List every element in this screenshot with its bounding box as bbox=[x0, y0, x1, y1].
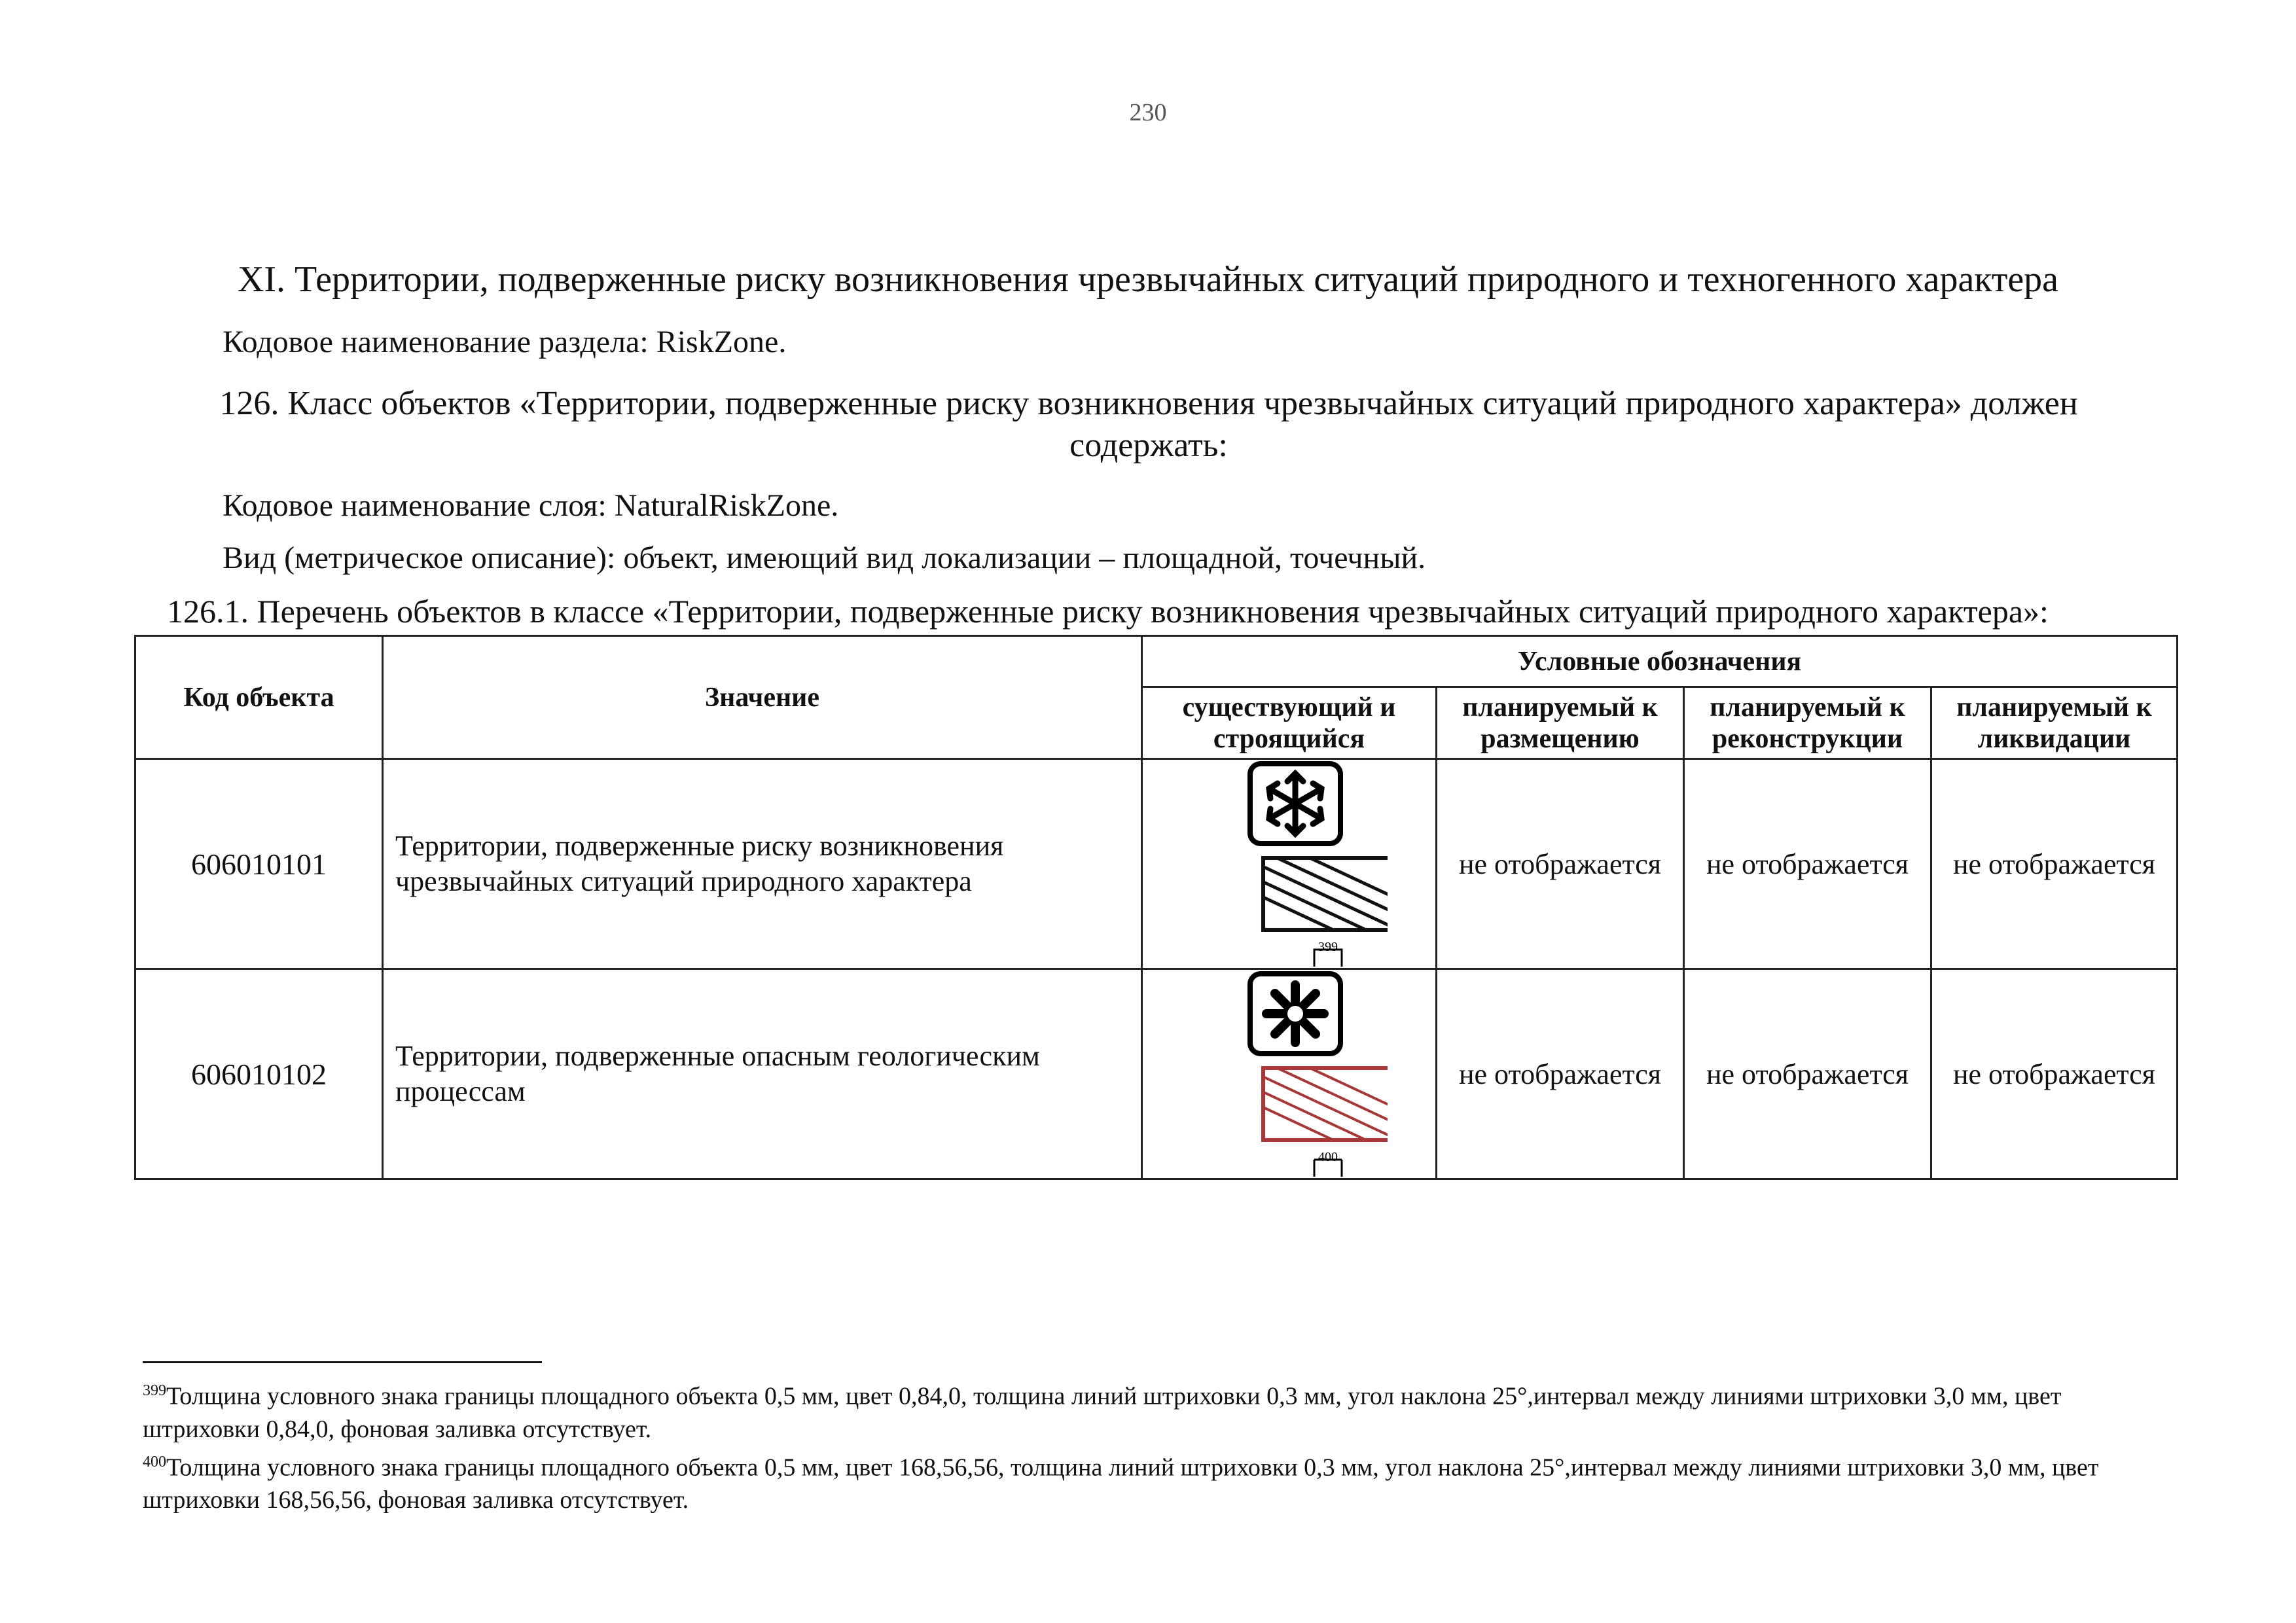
header-meaning: Значение bbox=[383, 636, 1142, 759]
footnote-400 bbox=[143, 1446, 2139, 1517]
hatched-area-icon bbox=[1191, 1061, 1388, 1153]
hatched-area-icon bbox=[1191, 851, 1388, 943]
symbol-natural-risk bbox=[1191, 760, 1388, 968]
paragraph-126 bbox=[167, 383, 2130, 467]
header-code: Код объекта bbox=[135, 636, 383, 759]
footnote-text: Толщина условного знака границы площадного объекта 0,5 мм, цвет 168,56,56, толщина линий штриховки 0,3 мм, угол наклона 25°,интервал между линиями штриховки 3,0 мм, цвет штриховки 168,56,56, фоновая заливка отсутствует. bbox=[143, 1454, 2099, 1514]
footnote-separator bbox=[143, 1361, 542, 1363]
footnote-ref-399: 399 bbox=[1318, 940, 1338, 954]
footnote-399 bbox=[143, 1374, 2139, 1446]
page-number: 230 bbox=[1129, 99, 1167, 126]
row-planned-reconstruction: не отображается bbox=[1684, 969, 1931, 1179]
table-row bbox=[135, 969, 2178, 1179]
footnote-ref-400: 400 bbox=[1318, 1150, 1338, 1164]
row-meaning: Территории, подверженные опасным геологическим процессам bbox=[383, 969, 1142, 1179]
footnote-bracket bbox=[1314, 1150, 1342, 1177]
header-existing: существующий и строящийся bbox=[1142, 687, 1437, 759]
layer-code-line: Кодовое наименование слоя: NaturalRiskZone. bbox=[223, 488, 839, 523]
list-title: 126.1. Перечень объектов в классе «Территории, подверженные риску возникновения чрезвычайных ситуаций природного характера»: bbox=[167, 593, 2049, 630]
row-meaning: Территории, подверженные риску возникновения чрезвычайных ситуаций природного характера bbox=[383, 759, 1142, 969]
section-title: XI. Территории, подверженные риску возникновения чрезвычайных ситуаций природного и техногенного характера bbox=[237, 259, 2059, 300]
row-planned-placement: не отображается bbox=[1437, 759, 1684, 969]
symbol-cell bbox=[1142, 759, 1437, 969]
row-planned-liquidation: не отображается bbox=[1931, 759, 2178, 969]
header-planned-liquidation: планируемый к ликвидации bbox=[1931, 687, 2178, 759]
snowflake-icon bbox=[1250, 764, 1340, 844]
row-planned-reconstruction: не отображается bbox=[1684, 759, 1931, 969]
row-planned-liquidation: не отображается bbox=[1931, 969, 2178, 1179]
section-code-line: Кодовое наименование раздела: RiskZone. bbox=[223, 325, 787, 359]
geological-hazard-icon bbox=[1250, 974, 1340, 1054]
table-row bbox=[135, 759, 2178, 969]
header-planned-reconstruction: планируемый к реконструкции bbox=[1684, 687, 1931, 759]
paragraph-126-line1: 126. Класс объектов «Территории, подверженные риску возникновения чрезвычайных ситуаций природного характера» должен bbox=[219, 385, 2078, 422]
footnote-text: Толщина условного знака границы площадного объекта 0,5 мм, цвет 0,84,0, толщина линий штриховки 0,3 мм, угол наклона 25°,интервал между линиями штриховки 3,0 мм, цвет штриховки 0,84,0, фоновая заливка отсутствует. bbox=[143, 1382, 2062, 1443]
row-code: 606010102 bbox=[135, 969, 383, 1179]
paragraph-126-line2: содержать: bbox=[1069, 427, 1228, 464]
geometry-line: Вид (метрическое описание): объект, имеющий вид локализации – площадной, точечный. bbox=[223, 541, 1426, 575]
footnote-marker: 400 bbox=[143, 1453, 166, 1471]
footnotes bbox=[143, 1374, 2139, 1516]
header-legend: Условные обозначения bbox=[1142, 636, 2178, 687]
symbol-cell bbox=[1142, 969, 1437, 1179]
footnote-marker: 399 bbox=[143, 1382, 166, 1399]
symbol-geological-risk bbox=[1191, 970, 1388, 1178]
header-planned-placement: планируемый к размещению bbox=[1437, 687, 1684, 759]
row-code: 606010101 bbox=[135, 759, 383, 969]
row-planned-placement: не отображается bbox=[1437, 969, 1684, 1179]
footnote-bracket bbox=[1314, 940, 1342, 967]
objects-table bbox=[134, 635, 2178, 1180]
